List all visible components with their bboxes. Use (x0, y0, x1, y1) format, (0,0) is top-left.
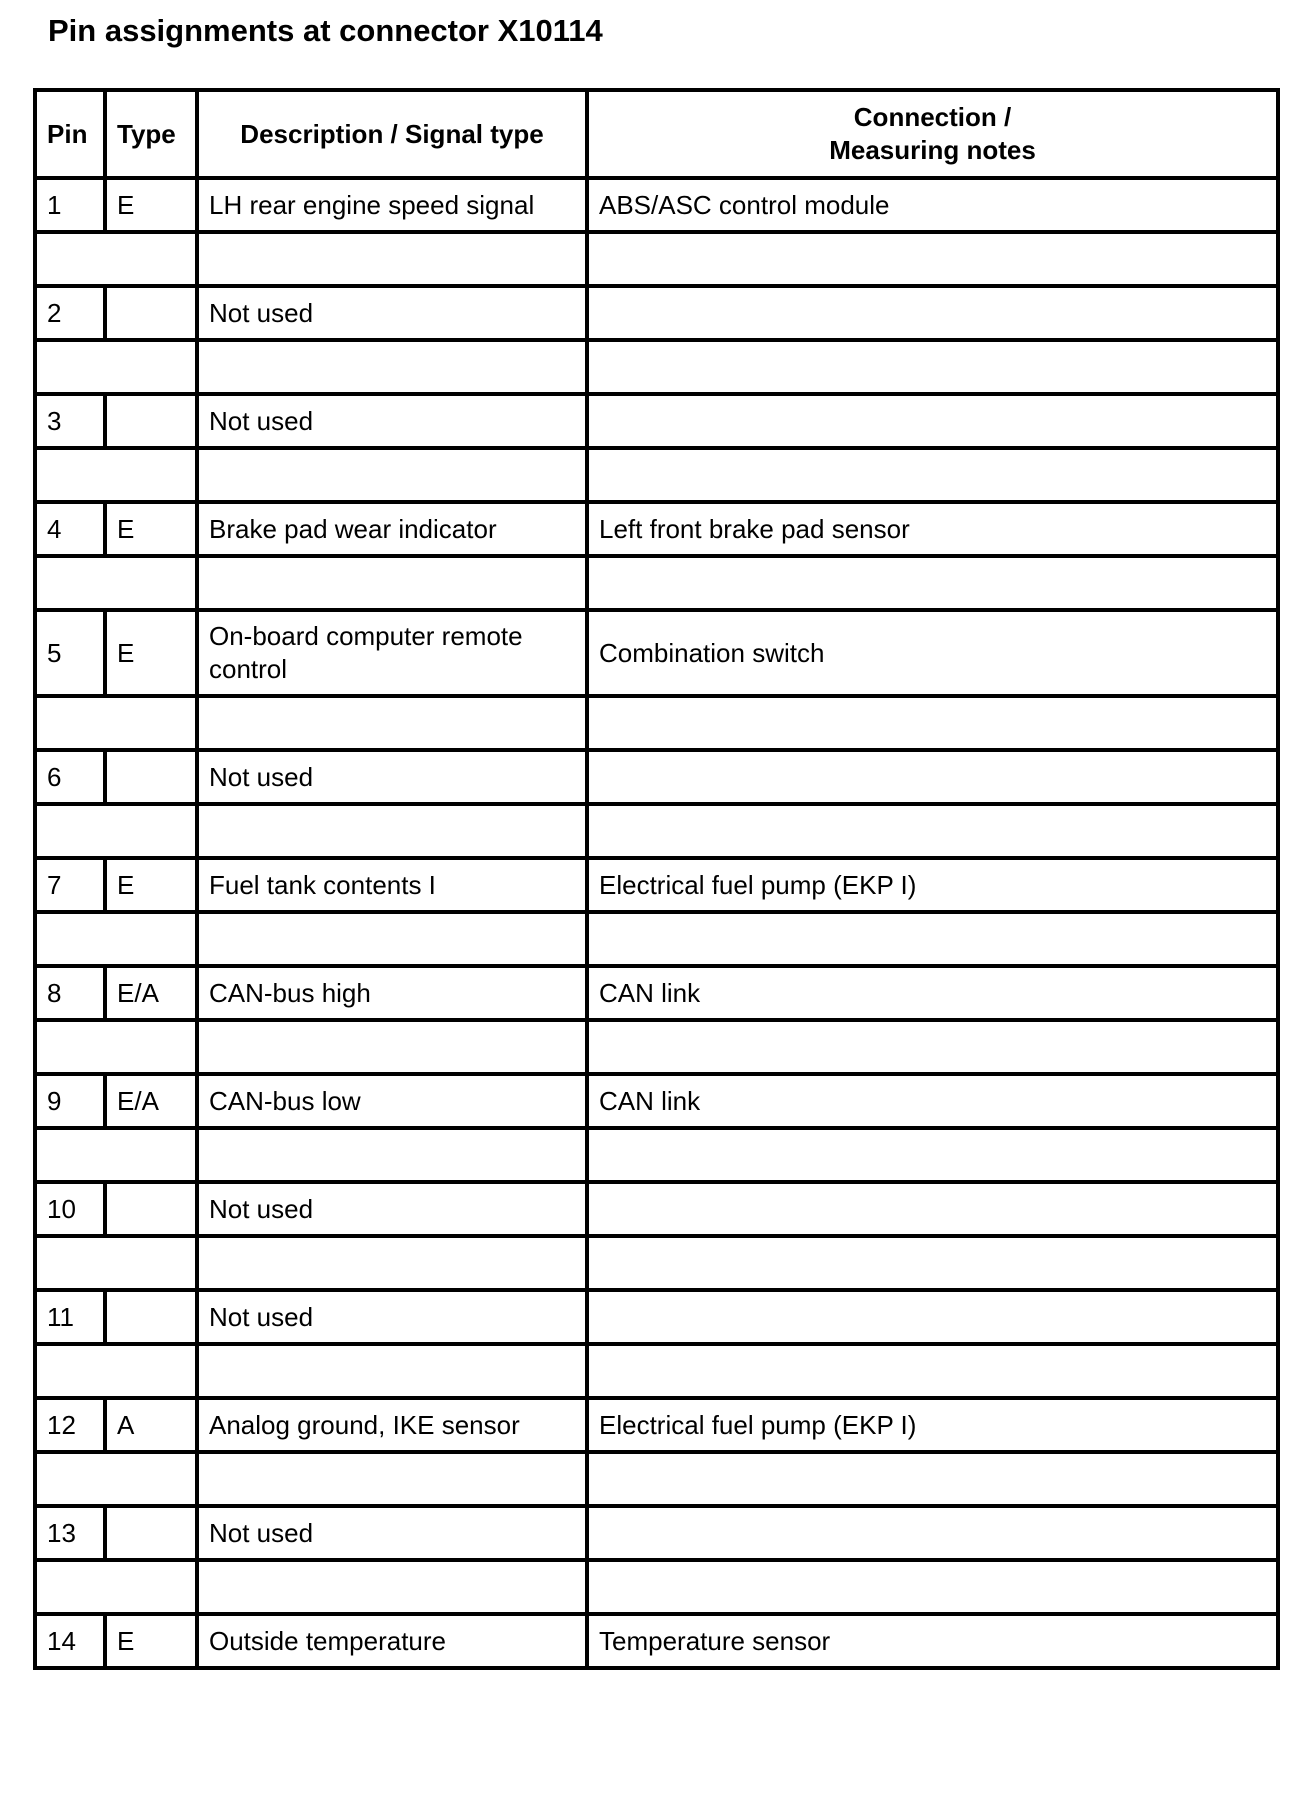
table-row (35, 178, 1278, 232)
description-cell: LH rear engine speed signal (197, 178, 587, 232)
pin-cell: 4 (35, 502, 105, 556)
spacer-cell (35, 1560, 197, 1614)
spacer-cell (197, 448, 587, 502)
spacer-row (35, 340, 1278, 394)
spacer-row (35, 912, 1278, 966)
type-cell (105, 1506, 197, 1560)
spacer-cell (197, 804, 587, 858)
description-cell: Fuel tank contents I (197, 858, 587, 912)
description-cell: Not used (197, 286, 587, 340)
spacer-cell (587, 448, 1278, 502)
table-row (35, 1290, 1278, 1344)
pin-cell: 5 (35, 610, 105, 696)
spacer-cell (197, 696, 587, 750)
connection-cell: ABS/ASC control module (587, 178, 1278, 232)
header-connection-line2: Measuring notes (829, 135, 1036, 165)
spacer-cell (35, 1344, 197, 1398)
type-cell: E (105, 178, 197, 232)
description-cell: Outside temperature (197, 1614, 587, 1668)
type-cell: E (105, 610, 197, 696)
table-row (35, 394, 1278, 448)
table-row (35, 286, 1278, 340)
connection-cell (587, 1182, 1278, 1236)
spacer-cell (587, 1020, 1278, 1074)
spacer-row (35, 1128, 1278, 1182)
spacer-cell (197, 1128, 587, 1182)
spacer-cell (197, 1452, 587, 1506)
table-row (35, 502, 1278, 556)
connection-cell: Temperature sensor (587, 1614, 1278, 1668)
header-connection (587, 90, 1278, 178)
spacer-cell (587, 556, 1278, 610)
pin-cell: 13 (35, 1506, 105, 1560)
description-cell: On-board computer remote control (197, 610, 587, 696)
spacer-cell (35, 912, 197, 966)
spacer-cell (587, 912, 1278, 966)
header-type: Type (105, 90, 197, 178)
connection-cell (587, 394, 1278, 448)
table-row (35, 858, 1278, 912)
header-description: Description / Signal type (197, 90, 587, 178)
type-cell (105, 1290, 197, 1344)
description-cell: Brake pad wear indicator (197, 502, 587, 556)
spacer-cell (35, 556, 197, 610)
spacer-cell (587, 1560, 1278, 1614)
pin-cell: 1 (35, 178, 105, 232)
spacer-cell (587, 804, 1278, 858)
spacer-row (35, 1560, 1278, 1614)
description-cell: CAN-bus high (197, 966, 587, 1020)
spacer-cell (197, 232, 587, 286)
description-cell: Not used (197, 750, 587, 804)
pin-cell: 9 (35, 1074, 105, 1128)
spacer-cell (587, 1128, 1278, 1182)
description-cell: Not used (197, 1290, 587, 1344)
table-row (35, 1506, 1278, 1560)
connection-cell (587, 750, 1278, 804)
description-cell: CAN-bus low (197, 1074, 587, 1128)
table-row (35, 750, 1278, 804)
spacer-cell (35, 696, 197, 750)
spacer-cell (197, 556, 587, 610)
spacer-cell (197, 912, 587, 966)
spacer-cell (587, 340, 1278, 394)
connection-cell (587, 286, 1278, 340)
pin-cell: 12 (35, 1398, 105, 1452)
table-row (35, 1614, 1278, 1668)
spacer-cell (35, 1452, 197, 1506)
spacer-cell (197, 1560, 587, 1614)
connection-cell: Electrical fuel pump (EKP I) (587, 1398, 1278, 1452)
spacer-row (35, 1236, 1278, 1290)
spacer-cell (35, 1236, 197, 1290)
pin-cell: 8 (35, 966, 105, 1020)
spacer-row (35, 696, 1278, 750)
description-cell: Not used (197, 1506, 587, 1560)
spacer-cell (587, 232, 1278, 286)
spacer-cell (197, 340, 587, 394)
type-cell: E/A (105, 966, 197, 1020)
table-row (35, 1074, 1278, 1128)
spacer-cell (197, 1344, 587, 1398)
type-cell (105, 394, 197, 448)
header-pin: Pin (35, 90, 105, 178)
pin-cell: 10 (35, 1182, 105, 1236)
connection-cell: Electrical fuel pump (EKP I) (587, 858, 1278, 912)
spacer-cell (35, 1128, 197, 1182)
type-cell (105, 750, 197, 804)
spacer-cell (587, 696, 1278, 750)
page-title: Pin assignments at connector X10114 (48, 13, 603, 48)
spacer-cell (35, 804, 197, 858)
description-cell: Analog ground, IKE sensor (197, 1398, 587, 1452)
pin-cell: 7 (35, 858, 105, 912)
spacer-row (35, 804, 1278, 858)
connection-cell (587, 1506, 1278, 1560)
header-connection-line1: Connection / (853, 102, 1012, 132)
spacer-cell (35, 1020, 197, 1074)
spacer-cell (35, 340, 197, 394)
spacer-cell (197, 1020, 587, 1074)
type-cell: E (105, 502, 197, 556)
connection-cell: CAN link (587, 1074, 1278, 1128)
spacer-row (35, 1344, 1278, 1398)
description-cell: Not used (197, 394, 587, 448)
pin-cell: 2 (35, 286, 105, 340)
table-row (35, 610, 1278, 696)
description-cell: Not used (197, 1182, 587, 1236)
spacer-row (35, 556, 1278, 610)
spacer-cell (35, 448, 197, 502)
table-row (35, 1398, 1278, 1452)
connection-cell (587, 1290, 1278, 1344)
type-cell: E (105, 1614, 197, 1668)
type-cell (105, 286, 197, 340)
table-row (35, 966, 1278, 1020)
type-cell: A (105, 1398, 197, 1452)
table-header-row (35, 90, 1278, 178)
spacer-cell (197, 1236, 587, 1290)
spacer-cell (587, 1452, 1278, 1506)
spacer-cell (587, 1344, 1278, 1398)
pin-cell: 14 (35, 1614, 105, 1668)
spacer-row (35, 1452, 1278, 1506)
spacer-row (35, 1020, 1278, 1074)
connection-cell: Combination switch (587, 610, 1278, 696)
type-cell (105, 1182, 197, 1236)
spacer-cell (587, 1236, 1278, 1290)
connection-cell: CAN link (587, 966, 1278, 1020)
spacer-cell (35, 232, 197, 286)
spacer-row (35, 448, 1278, 502)
table-row (35, 1182, 1278, 1236)
pin-cell: 3 (35, 394, 105, 448)
pin-assignment-table (33, 88, 1280, 1670)
pin-cell: 11 (35, 1290, 105, 1344)
connection-cell: Left front brake pad sensor (587, 502, 1278, 556)
type-cell: E/A (105, 1074, 197, 1128)
pin-cell: 6 (35, 750, 105, 804)
type-cell: E (105, 858, 197, 912)
spacer-row (35, 232, 1278, 286)
